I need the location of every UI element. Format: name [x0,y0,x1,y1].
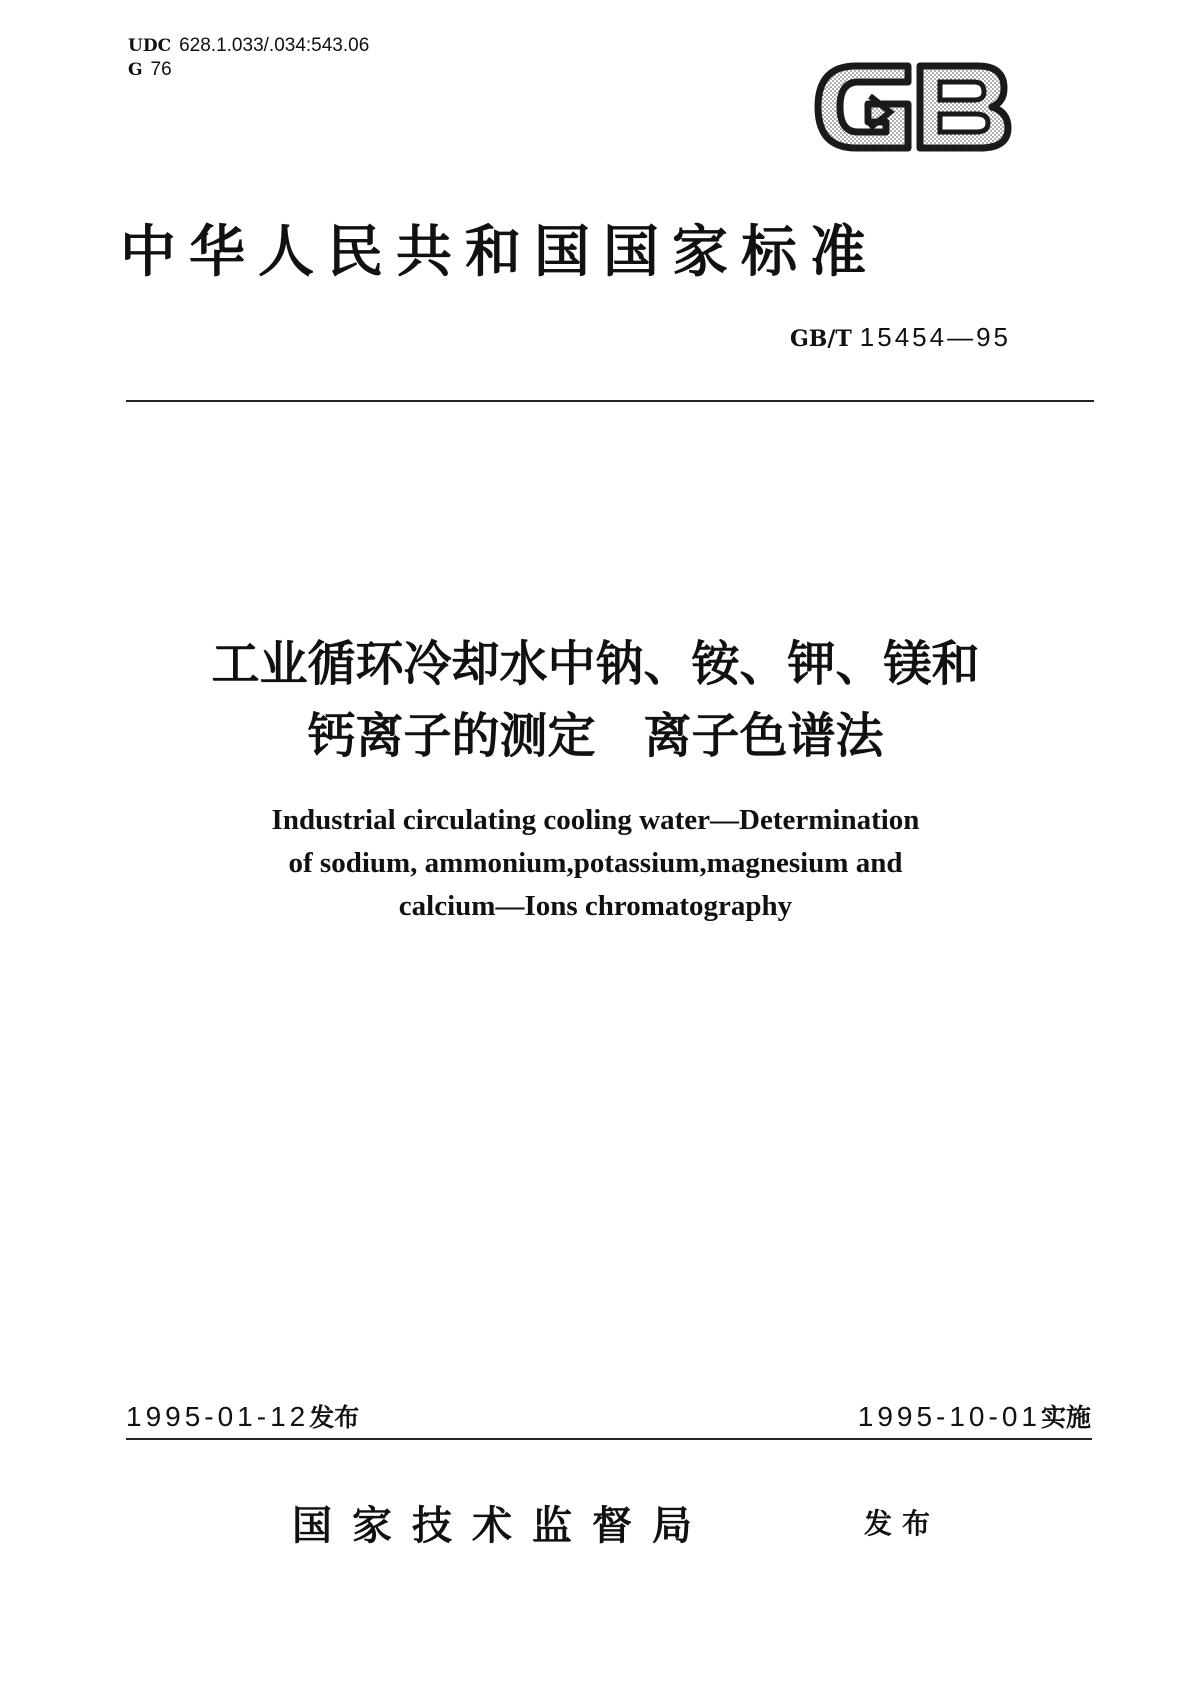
gb-logo-graphic [808,52,1018,162]
udc-line [128,34,369,58]
standard-number [790,322,1011,353]
chinese-title-line-2: 钙离子的测定 离子色谱法 [307,708,884,764]
issued-date: 1995-01-12 [126,1401,310,1432]
udc-label: UDC [128,36,172,56]
class-value: 76 [150,59,172,80]
english-title-line-3: calcium—Ions chromatography [398,890,793,922]
class-label: G [128,60,143,80]
english-title-line-1: Industrial circulating cooling water—Determination [271,804,920,836]
issue-word: 发布 [864,1507,941,1540]
english-title-line-2: of sodium, ammonium,potassium,magnesium and [288,847,903,879]
top-divider [126,400,1094,402]
issuing-authority: 国家技术监督局 [292,1502,712,1549]
bottom-divider [126,1438,1092,1440]
gb-logo [808,52,1018,162]
standard-heading: 中华人民共和国国家标准 [120,219,879,285]
chinese-title-line-1: 工业循环冷却水中钠、铵、钾、镁和 [211,636,980,692]
effective-date: 1995-10-01 [857,1401,1041,1432]
udc-value: 628.1.033/.034:543.06 [179,35,370,56]
standard-number-value: 15454—95 [859,322,1012,352]
issued-date-group [126,1398,359,1434]
standard-number-prefix: GB/T [790,326,852,352]
classification-codes [128,34,369,82]
effective-word: 实施 [1040,1403,1091,1432]
class-line [128,58,369,82]
effective-date-group [858,1398,1091,1434]
issued-word: 发布 [309,1403,360,1432]
